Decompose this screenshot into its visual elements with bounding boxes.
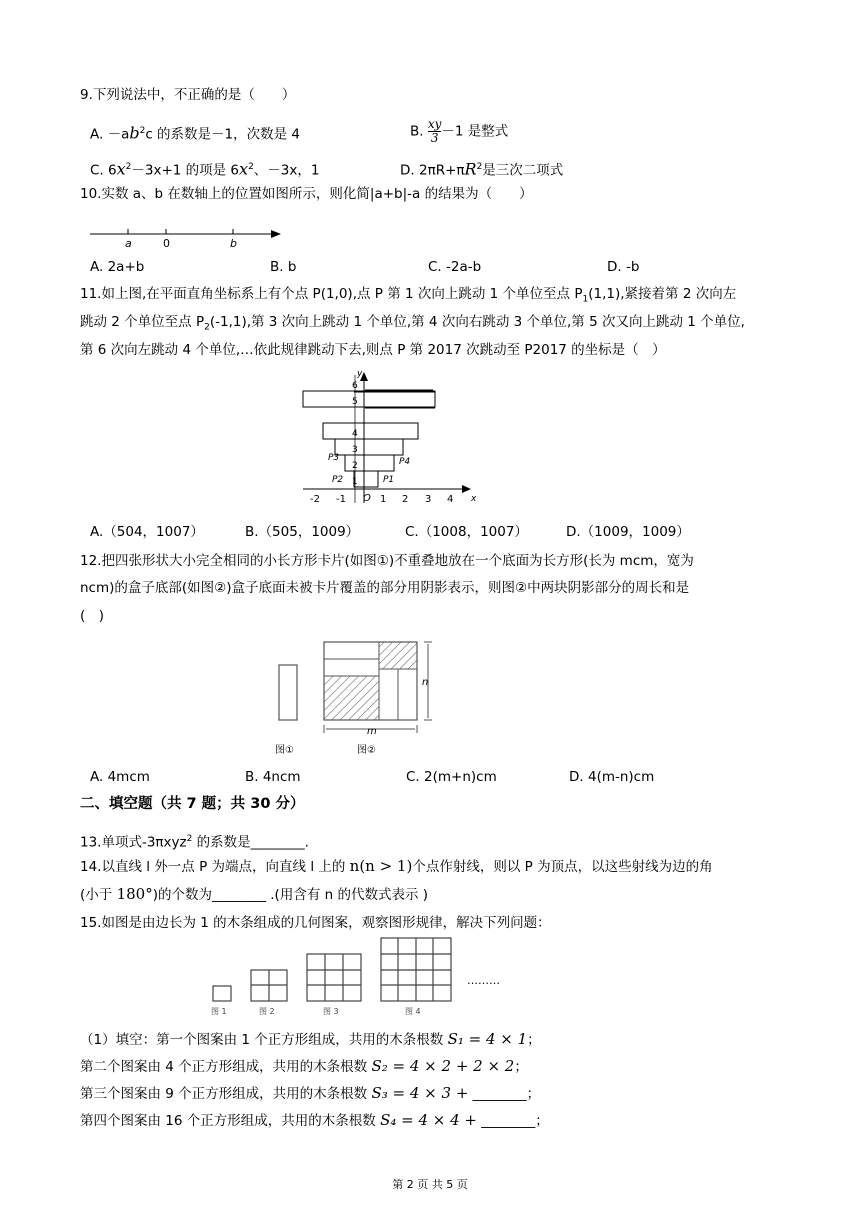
fraction-xy-over-3: $\frac{xy}{3}$ (427, 117, 442, 145)
q11-option-b[interactable]: B.（505，1009） (245, 524, 360, 540)
x-tick: -2 (310, 494, 320, 505)
fig-caption-4: 图 4 (405, 1007, 421, 1016)
q10-option-d[interactable]: D. -b (607, 259, 640, 275)
q10-option-a[interactable]: A. 2a+b (90, 259, 145, 275)
origin-label: O (363, 493, 371, 504)
x-tick: 1 (380, 494, 387, 505)
x-tick: -1 (336, 494, 346, 505)
section-heading: 二、填空题（共 7 题；共 30 分） (80, 796, 305, 812)
point-label-p3: P3 (328, 453, 340, 463)
q13-stem: 13.单项式-3πxyz$^2$ 的系数是________. (80, 834, 309, 851)
axis-label-b: b (230, 237, 237, 250)
q12-option-d[interactable]: D. 4(m-n)cm (569, 769, 655, 785)
point-label-p4: P4 (399, 457, 411, 467)
q14-line1: 14.以直线 l 外一点 P 为端点，向直线 l 上的 n(n > 1)个点作射线，则以 P 为顶点，以这些射线为边的角 (80, 857, 713, 875)
q11-option-a[interactable]: A.（504，1007） (90, 524, 204, 540)
square-pattern-figure (205, 934, 515, 1019)
q12-line1: 12.把四张形状大小完全相同的小长方形卡片(如图①)不重叠地放在一个底面为长方形(长为 mcm，宽为 (80, 553, 694, 569)
level-6: 6 (352, 381, 358, 391)
ellipsis: ……… (467, 974, 500, 987)
fig-caption-3: 图 3 (323, 1007, 339, 1016)
point-label-p2: P2 (332, 475, 344, 485)
fig-caption-1: 图 1 (211, 1007, 227, 1016)
q10-option-c[interactable]: C. -2a-b (428, 259, 482, 275)
level-5: 5 (352, 397, 358, 407)
q15-line4: 第四个图案由 16 个正方形组成，共用的木条根数 S₄ = 4 × 4 + ________； (80, 1111, 549, 1129)
axis-label-a: a (125, 237, 132, 250)
q11-option-c[interactable]: C.（1008，1007） (405, 524, 528, 540)
q11-line2: 跳动 2 个单位至点 $P_2(-1,1)$,第 3 次向上跳动 1 个单位,第 4 次向右跳动 3 个单位,第 5 次又向上跳动 1 个单位, (80, 314, 745, 333)
q15-line3: 第三个图案由 9 个正方形组成，共用的木条根数 S₃ = 4 × 3 + ________； (80, 1084, 541, 1102)
dimension-m: m (367, 726, 377, 737)
page-footer: 第 2 页 共 5 页 (392, 1178, 468, 1191)
q9-option-a[interactable]: A. $-ab^2c$ 的系数是－1，次数是 4 (90, 123, 301, 143)
fig-caption-2: 图 2 (259, 1007, 275, 1016)
box-cards-figure (272, 635, 442, 760)
q12-option-c[interactable]: C. 2(m+n)cm (406, 769, 497, 785)
x-tick: 4 (447, 494, 454, 505)
q9-stem: 9.下列说法中，不正确的是（ ） (80, 87, 296, 103)
figure-1-caption: 图① (275, 745, 294, 756)
q11-line1: 11.如上图,在平面直角坐标系上有个点 P(1,0),点 P 第 1 次向上跳动 1 个单位至点 $P_1(1,1)$,紧接着第 2 次向左 (80, 286, 737, 305)
level-3: 3 (352, 445, 358, 455)
q9-option-d[interactable]: D. $2\pi R+\pi R^2$是三次二项式 (400, 159, 564, 179)
q10-stem: 10.实数 a、b 在数轴上的位置如图所示，则化简|a+b|-a 的结果为（ ） (80, 186, 533, 202)
q11-line3: 第 6 次向左跳动 4 个单位,…依此规律跳动下去,则点 P 第 2017 次跳动至 P2017 的坐标是（ ） (80, 342, 666, 358)
q15-line1: （1）填空：第一个图案由 1 个正方形组成，共用的木条根数 S₁ = 4 × 1； (80, 1030, 541, 1048)
q12-option-a[interactable]: A. 4mcm (90, 769, 150, 785)
y-axis-label: y (357, 369, 363, 379)
level-1: 1 (352, 477, 358, 487)
figure-2-caption: 图② (357, 745, 376, 756)
dimension-n: n (422, 677, 429, 688)
q12-line2: ncm)的盒子底部(如图②)盒子底面未被卡片覆盖的部分用阴影表示，则图②中两块阴影部分的周长和是 (80, 580, 690, 596)
axis-label-0: 0 (163, 237, 170, 250)
x-tick: 2 (402, 494, 409, 505)
q9-option-b[interactable]: B. $\frac{xy}{3}$ －1 是整式 (410, 117, 509, 145)
q9-option-c[interactable]: C. $6x^2-3x+1$ 的项是 $6x^2$、－3x，1 (90, 159, 320, 179)
q15-stem: 15.如图是由边长为 1 的木条组成的几何图案，观察图形规律，解决下列问题： (80, 915, 551, 931)
number-line-figure (85, 222, 290, 250)
q12-option-b[interactable]: B. 4ncm (245, 769, 301, 785)
level-4: 4 (352, 429, 358, 439)
x-tick: 3 (425, 494, 432, 505)
x-axis-label: x (471, 494, 477, 504)
coordinate-jump-figure (295, 368, 485, 508)
q11-option-d[interactable]: D.（1009，1009） (566, 524, 690, 540)
point-label-p1: P1 (383, 475, 395, 485)
level-2: 2 (352, 461, 358, 471)
q14-line2: (小于 180°)的个数为________ .(用含有 n 的代数式表示 ) (80, 885, 429, 903)
q12-line3: ( ) (80, 608, 105, 624)
q10-option-b[interactable]: B. b (270, 259, 297, 275)
q15-line2: 第二个图案由 4 个正方形组成，共用的木条根数 S₂ = 4 × 2 + 2 × 2； (80, 1057, 528, 1075)
